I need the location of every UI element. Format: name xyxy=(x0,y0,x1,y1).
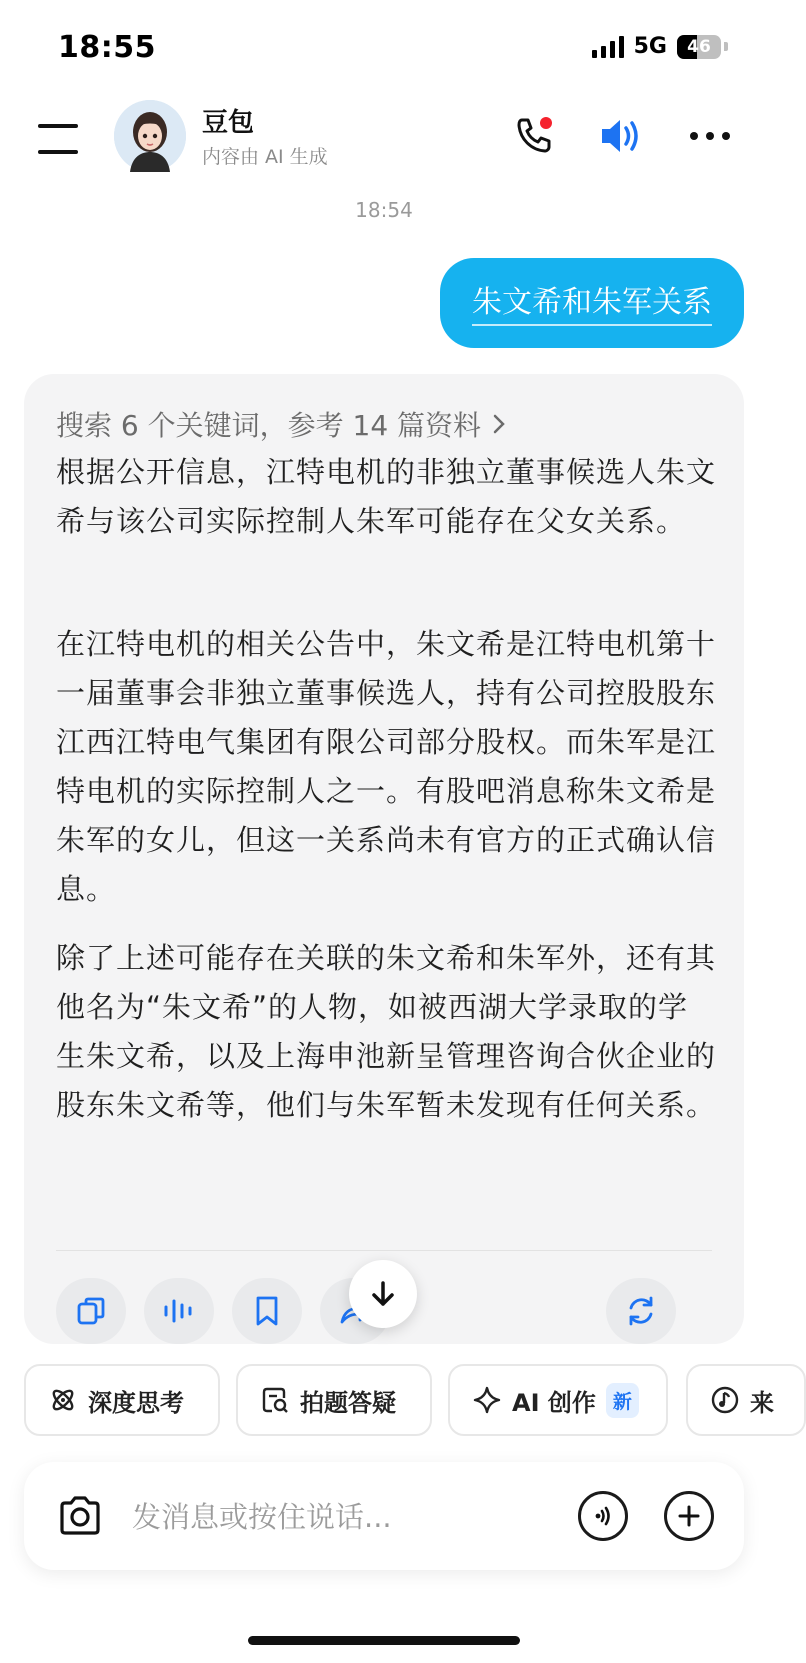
plus-icon xyxy=(677,1504,701,1528)
battery-level: 46 xyxy=(687,36,711,57)
answer-card xyxy=(24,374,744,1344)
chip-label: AI 创作 xyxy=(512,1388,596,1417)
new-badge: 新 xyxy=(606,1383,639,1418)
more-icon[interactable] xyxy=(684,110,736,162)
answer-paragraph: 在江特电机的相关公告中，朱文希是江特电机第十一届董事会非独立董事候选人，持有公司控股股东江西江特电气集团有限公司部分股权。而朱军是江特电机的实际控制人之一。有股吧消息称朱文希是朱军的女儿，但这一关系尚未有官方的正式确认信息。 xyxy=(56,627,717,906)
copy-icon xyxy=(74,1294,108,1328)
chip-photo-question[interactable] xyxy=(236,1364,432,1436)
search-summary-text: 搜索 6 个关键词，参考 14 篇资料 xyxy=(56,409,482,442)
chip-label: 拍题答疑 xyxy=(300,1388,396,1417)
chip-ai-create[interactable] xyxy=(448,1364,668,1436)
chip-music[interactable] xyxy=(686,1364,806,1436)
regenerate-icon xyxy=(623,1293,659,1329)
speaker-icon[interactable] xyxy=(594,110,646,162)
signal-icon xyxy=(592,36,624,58)
status-indicators xyxy=(592,34,728,59)
status-time: 18:55 xyxy=(58,30,156,65)
camera-button[interactable] xyxy=(52,1488,108,1544)
battery-icon xyxy=(677,35,721,59)
message-timestamp: 18:54 xyxy=(355,198,413,222)
divider xyxy=(56,1250,712,1251)
arrow-down-icon xyxy=(368,1279,398,1309)
answer-paragraph: 根据公开信息，江特电机的非独立董事候选人朱文希与该公司实际控制人朱军可能存在父女关系。 xyxy=(56,455,717,538)
home-indicator xyxy=(248,1636,520,1645)
answer-paragraph: 除了上述可能存在关联的朱文希和朱军外，还有其他名为“朱文希”的人物，如被西湖大学录取的学生朱文希，以及上海申池新呈管理咨询合伙企业的股东朱文希等，他们与朱军暂未发现有任何关系。 xyxy=(56,941,717,1122)
phone-call-icon[interactable] xyxy=(508,110,560,162)
message-input[interactable] xyxy=(130,1492,534,1542)
atom-icon xyxy=(48,1385,78,1415)
add-button[interactable] xyxy=(664,1491,714,1541)
chat-header xyxy=(0,96,768,180)
copy-button[interactable] xyxy=(56,1278,126,1344)
message-input-bar xyxy=(24,1462,744,1570)
voice-wave-icon xyxy=(590,1503,616,1529)
bot-name: 豆包 xyxy=(202,108,255,138)
scan-question-icon xyxy=(260,1385,290,1415)
bookmark-button[interactable] xyxy=(232,1278,302,1344)
network-type: 5G xyxy=(633,34,667,59)
chevron-right-icon xyxy=(491,412,507,436)
sparkle-icon xyxy=(472,1385,502,1415)
ai-disclaimer: 内容由 AI 生成 xyxy=(202,146,328,168)
chip-label: 深度思考 xyxy=(88,1388,184,1417)
regenerate-button[interactable] xyxy=(606,1278,676,1344)
music-icon xyxy=(710,1385,740,1415)
read-aloud-button[interactable] xyxy=(144,1278,214,1344)
menu-icon[interactable] xyxy=(38,120,80,156)
scroll-to-bottom-button[interactable] xyxy=(349,1260,417,1328)
chip-deep-thinking[interactable] xyxy=(24,1364,220,1436)
bookmark-icon xyxy=(252,1294,282,1328)
status-bar xyxy=(0,0,768,90)
voice-input-button[interactable] xyxy=(578,1491,628,1541)
user-message-bubble[interactable] xyxy=(440,258,744,348)
camera-icon xyxy=(56,1494,104,1538)
chip-label: 来 xyxy=(750,1388,774,1417)
voice-wave-icon xyxy=(161,1296,197,1326)
search-summary-link[interactable] xyxy=(56,404,507,444)
battery-cap xyxy=(724,42,728,51)
user-message-text: 朱文希和朱军关系 xyxy=(472,285,712,326)
avatar[interactable] xyxy=(114,100,186,172)
